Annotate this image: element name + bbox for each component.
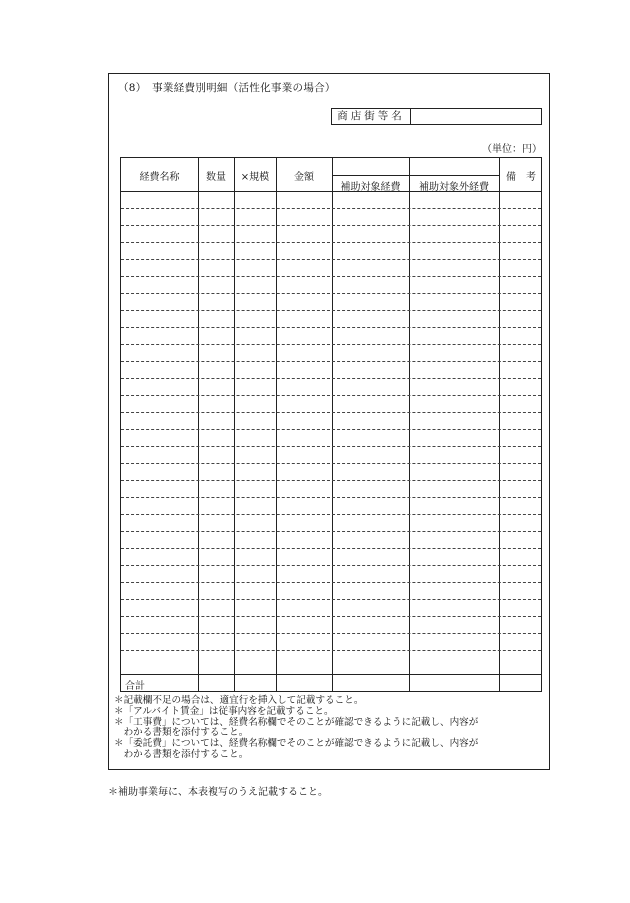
col-divider [409,158,410,691]
note-line: ＊「工事費」については、経費名称欄でそのことが確認できるように記載し、内容が [114,716,479,728]
footer-note: ＊補助事業毎に、本表複写のうえ記載すること。 [108,787,328,798]
form-title: （8） 事業経費別明細（活性化事業の場合） [118,82,336,94]
row-divider [121,361,541,362]
header-quantity: 数量 [206,172,226,183]
row-divider [121,616,541,617]
row-divider [121,242,541,243]
unit-label: （単位：円） [482,144,542,155]
note-line: ＊「委託費」については、経費名称欄でそのことが確認できるように記載し、内容が [114,738,479,750]
row-divider [121,446,541,447]
col-divider [234,158,235,691]
shop-name-label: 商店街等名 [332,109,411,124]
header-scale: ×規模 [240,172,270,183]
row-divider [121,463,541,464]
note-line: わかる書類を添付すること。 [114,748,249,760]
row-divider [121,344,541,345]
row-divider [121,429,541,430]
header-eligible-expense: 補助対象経費 [340,182,401,193]
row-divider [121,310,541,311]
row-divider [121,548,541,549]
total-label: 合計 [125,681,145,692]
note-line: ＊「アルバイト賃金」は従事内容を記載すること。 [114,705,334,717]
col-divider [499,158,500,691]
header-amount: 金額 [294,172,314,183]
row-divider [121,293,541,294]
notes [114,696,546,761]
row-divider [121,412,541,413]
col-divider [276,158,277,691]
header-ineligible-expense: 補助対象外経費 [419,182,489,193]
row-divider [121,259,541,260]
subheader-divider [332,175,499,176]
col-divider [198,158,199,691]
row-divider [121,208,541,209]
row-divider [121,514,541,515]
row-divider [121,395,541,396]
header-remarks: 備 考 [506,172,536,183]
row-divider [121,633,541,634]
row-divider [121,225,541,226]
row-divider [121,582,541,583]
row-divider [121,480,541,481]
row-divider [121,276,541,277]
header-expense-name: 経費名称 [139,172,180,183]
expense-table [120,157,542,692]
shop-name-box [331,108,542,125]
row-divider [121,599,541,600]
total-divider [121,674,541,675]
row-divider [121,327,541,328]
shop-name-field[interactable] [411,109,541,124]
col-divider [332,158,333,691]
header-divider [121,191,541,192]
row-divider [121,650,541,651]
row-divider [121,497,541,498]
row-divider [121,565,541,566]
note-line: ＊記載欄不足の場合は、適宜行を挿入して記載すること。 [114,695,364,706]
note-line: わかる書類を添付すること。 [114,727,249,739]
row-divider [121,531,541,532]
row-divider [121,378,541,379]
